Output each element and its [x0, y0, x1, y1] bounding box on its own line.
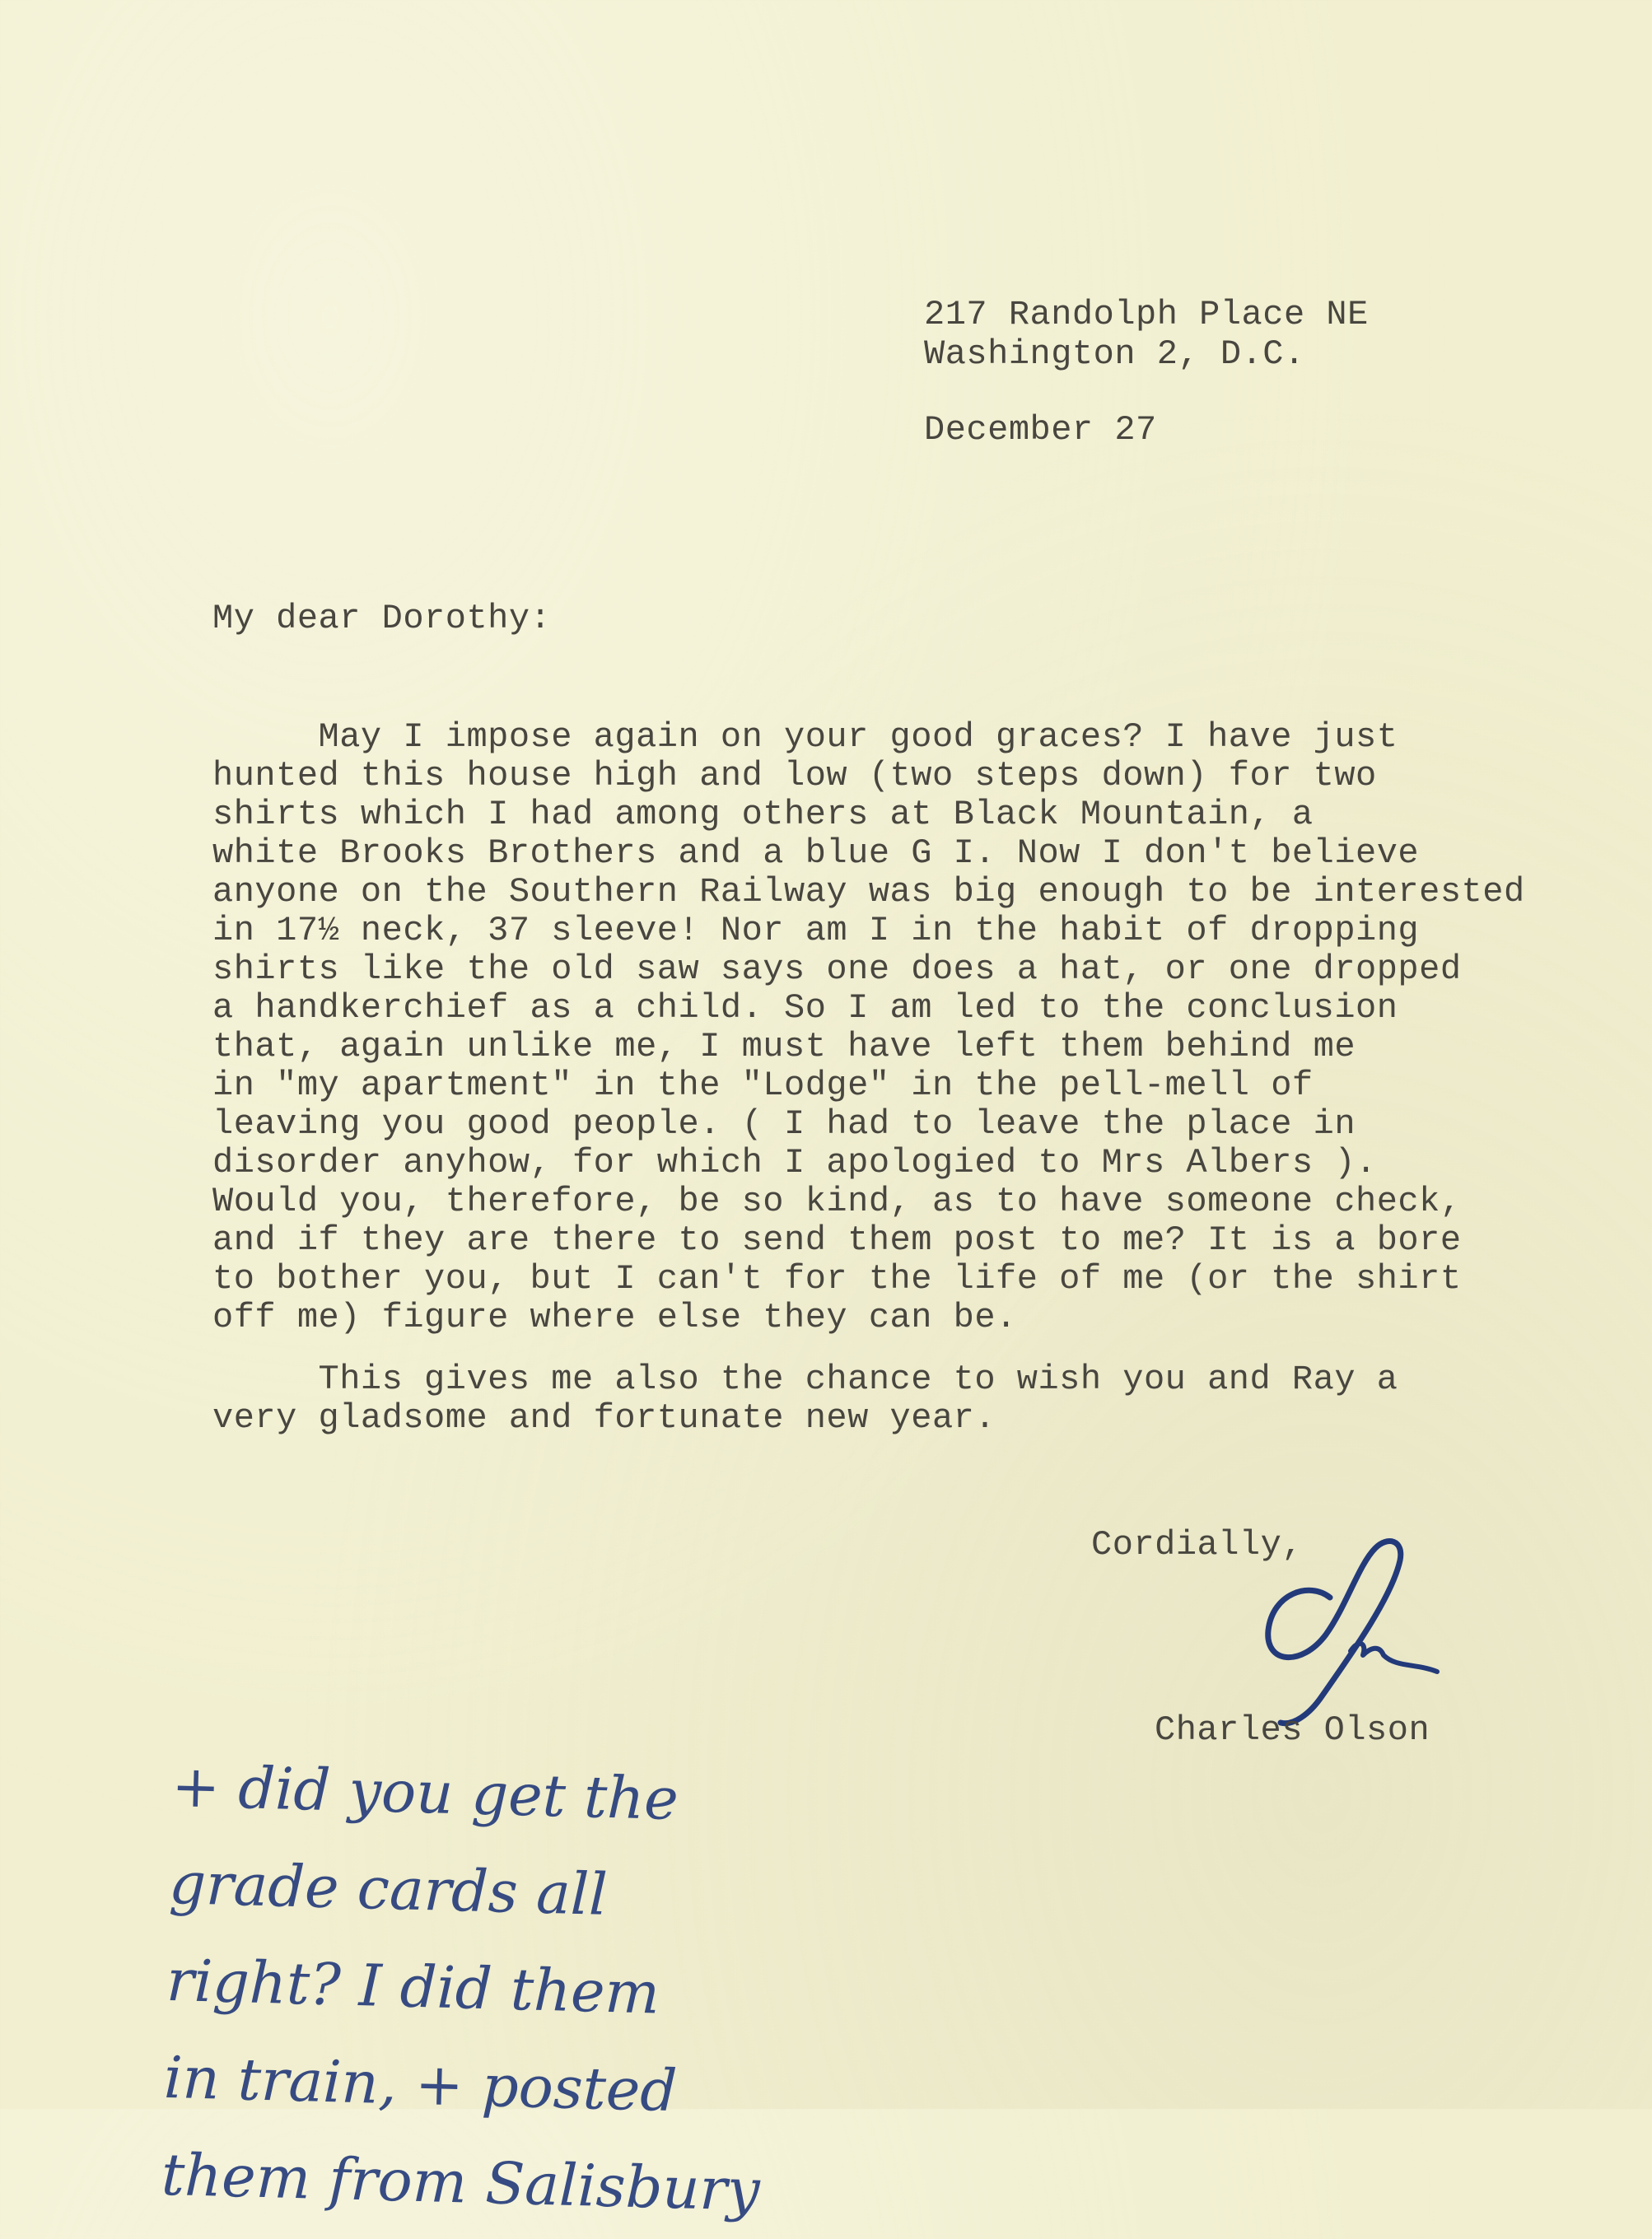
typed-signature-name: Charles Olson [1155, 1710, 1430, 1750]
address-line-2: Washington 2, D.C. [924, 334, 1305, 374]
sender-address [924, 295, 1369, 374]
salutation: My dear Dorothy: [212, 599, 552, 638]
handwritten-postscript: + did you get the grade cards all right? I did them in train, + posted them from Salisbury [161, 1752, 761, 2224]
handwritten-signature [1235, 1532, 1449, 1729]
letter-date: December 27 [924, 410, 1157, 450]
body-paragraph-2: This gives me also the chance to wish you and Ray a very gladsome and fortunate new year. [212, 1360, 1398, 1438]
closing: Cordially, [1091, 1525, 1304, 1565]
body-paragraph-1: May I impose again on your good graces? I have just hunted this house high and low (two steps down) for two shirts which I had among others at Black Mountain, a white Brooks Brothers and a blue G I. Now I don't believe anyone on the Southern Railway was big enough to be interested in 17½ neck, 37 sleeve! Nor am I in the habit of dropping shirts like the old saw says one does a hat, or one dropped a handkerchief as a child. So I am led to the conclusion that, again unlike me, I must have left them behind me in "my apartment" in the "Lodge" in the pell-mell of leaving you good people. ( I had to leave the place in disorder anyhow, for which I apologied to Mrs Albers ). Would you, therefore, be so kind, as to have someone check, and if they are there to send them post to me? It is a bore to bother you, but I can't for the life of me (or the shirt off me) figure where else they can be. [212, 717, 1525, 1337]
address-line-1: 217 Randolph Place NE [924, 295, 1369, 334]
